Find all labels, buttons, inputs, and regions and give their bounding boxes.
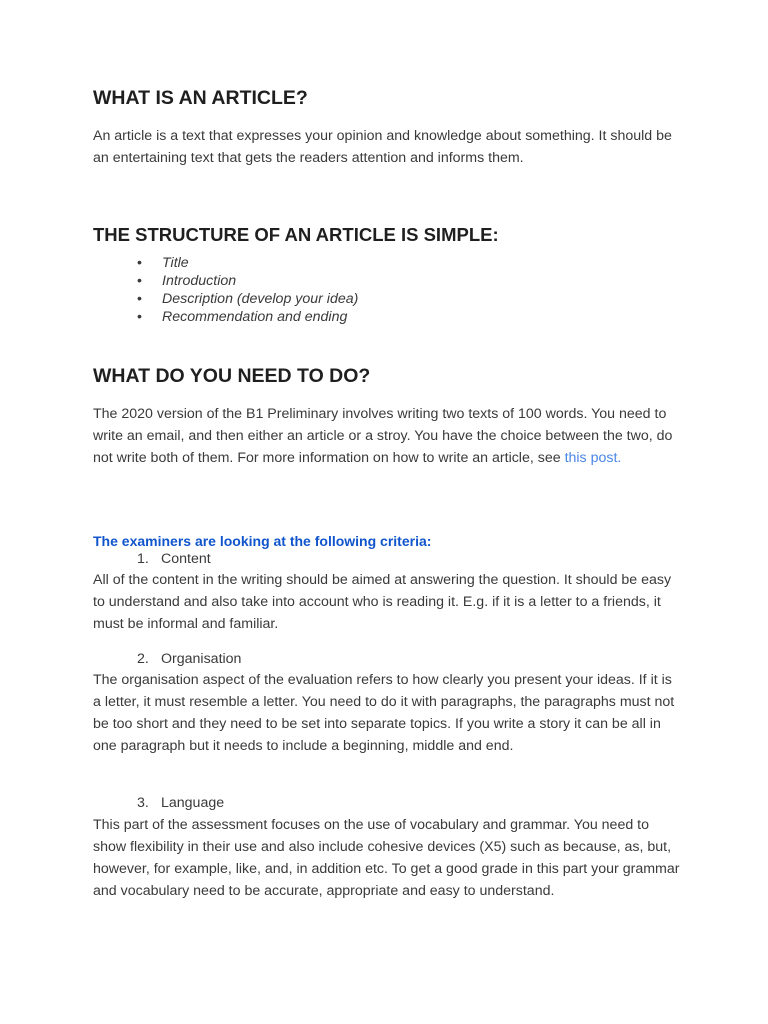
list-item (93, 254, 358, 272)
heading-what-do-you-need: WHAT DO YOU NEED TO DO? (93, 365, 371, 387)
list-number: 3. (137, 795, 149, 811)
criteria-content-text: All of the content in the writing should be aimed at answering the question. It should be easy to understand and also take into account who is reading it. E.g. if it is a letter to a friends, it must be informal and familiar. (93, 572, 672, 632)
criteria-organisation-text: The organisation aspect of the evaluation refers to how clearly you present your ideas. If it is a letter, it must resemble a letter. You need to do it with paragraphs, the paragraphs must not be too short and they need to be set into separate topics. If you write a story it can be all in one paragraph but it needs to include a beginning, middle and end. (93, 672, 675, 754)
list-item (93, 308, 358, 326)
criteria-title: Language (161, 795, 225, 811)
criteria-item-language (137, 794, 224, 812)
bullet-icon: • (137, 309, 142, 325)
structure-list (93, 254, 358, 326)
this-post-link[interactable]: this post. (564, 450, 622, 466)
list-item-label: Recommendation and ending (162, 309, 348, 325)
criteria-item-organisation (137, 650, 241, 668)
paragraph-text: The 2020 version of the B1 Preliminary involves writing two texts of 100 words. You need to write an email, and then either an article or a stroy. You have the choice between the two, do not write both of them. For more information on how to write an article, see (93, 406, 673, 466)
bullet-icon: • (137, 255, 142, 271)
criteria-title: Organisation (161, 651, 242, 667)
criteria-language-text: This part of the assessment focuses on the use of vocabulary and grammar. You need to show flexibility in their use and also include cohesive devices (X5) such as because, as, but, however, for example, like, and, in addition etc. To get a good grade in this part your grammar and vocabulary need to be accurate, appropriate and easy to understand. (93, 817, 680, 899)
list-number: 1. (137, 551, 149, 567)
bullet-icon: • (137, 291, 142, 307)
b1-preliminary-paragraph (93, 403, 683, 469)
criteria-title: Content (161, 551, 211, 567)
article-definition-paragraph: An article is a text that expresses your opinion and knowledge about something. It should be an entertaining text that gets the readers attention and informs them. (93, 128, 672, 166)
heading-what-is-an-article: WHAT IS AN ARTICLE? (93, 87, 308, 109)
criteria-heading: The examiners are looking at the following criteria: (93, 533, 432, 549)
list-item (93, 290, 358, 308)
list-item-label: Description (develop your idea) (162, 291, 359, 307)
heading-structure: THE STRUCTURE OF AN ARTICLE IS SIMPLE: (93, 224, 499, 245)
list-number: 2. (137, 651, 149, 667)
bullet-icon: • (137, 273, 142, 289)
list-item (93, 272, 358, 290)
list-item-label: Title (162, 255, 189, 271)
list-item-label: Introduction (162, 273, 237, 289)
criteria-item-content (137, 550, 211, 568)
